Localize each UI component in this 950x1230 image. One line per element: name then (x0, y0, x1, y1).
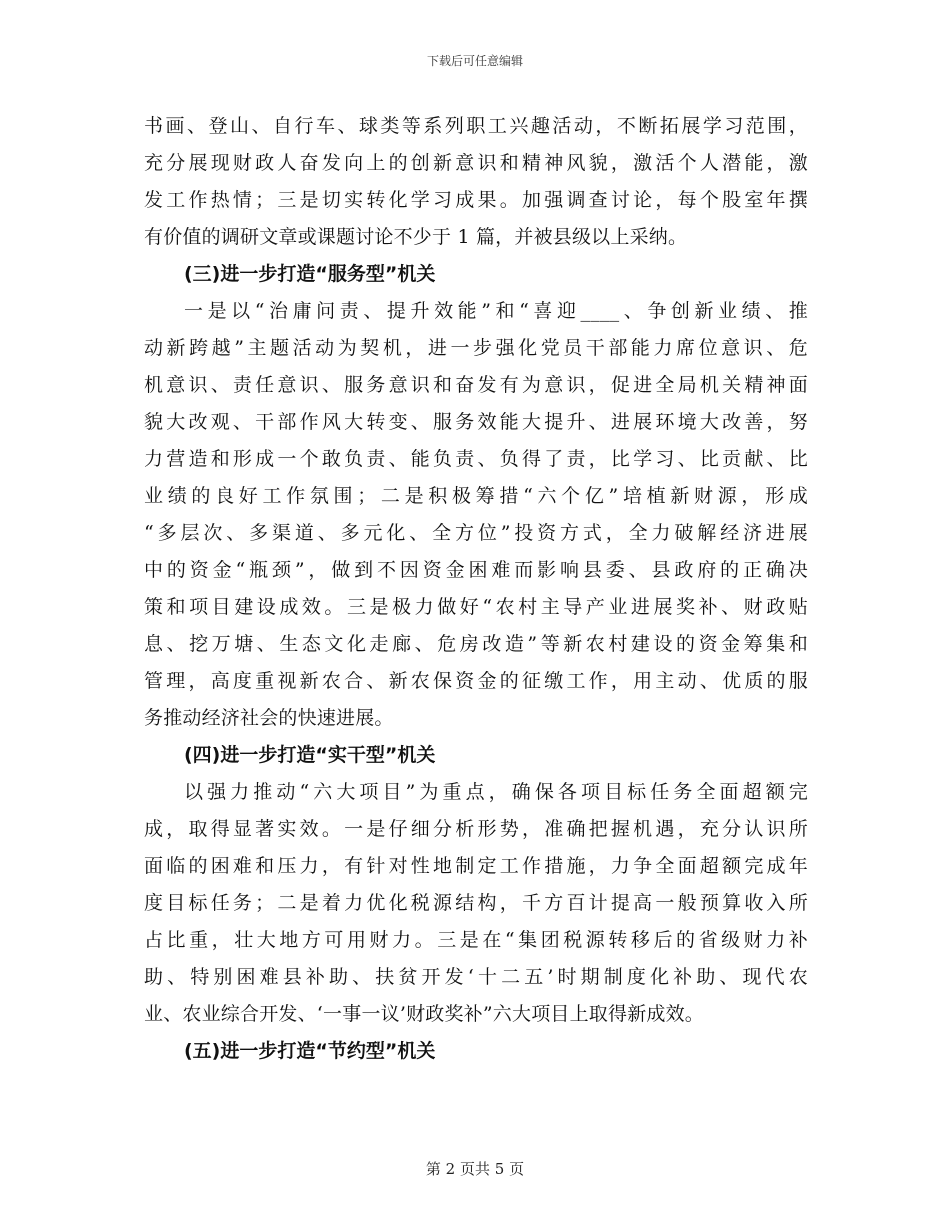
text-line: 中的资金“瓶颈”，做到不因资金困难而影响县委、县政府的正确决 (144, 559, 808, 581)
text-line: 书画、登山、自行车、球类等系列职工兴趣活动，不断拓展学习范围， (144, 115, 808, 137)
text-line: 业、农业综合开发、‘一事一议’财政奖补”六大项目上取得新成效。 (144, 1003, 704, 1025)
text-line: 成，取得显著实效。一是仔细分析形势，准确把握机遇，充分认识所 (144, 818, 808, 840)
text-line: 息、挖万塘、生态文化走廊、危房改造”等新农村建设的资金筹集和 (144, 633, 808, 655)
paragraph-practical (144, 774, 808, 1033)
section-heading-practical: (四)进一步打造“实干型”机关 (184, 744, 436, 766)
section-heading-service: (三)进一步打造“服务型”机关 (184, 263, 436, 285)
text-line: 力营造和形成一个敢负责、能负责、负得了责，比学习、比贡献、比 (144, 448, 808, 470)
text-line: 以强力推动“六大项目”为重点，确保各项目标任务全面超额完 (184, 781, 808, 803)
text-line: “多层次、多渠道、多元化、全方位”投资方式，全力破解经济进展 (144, 522, 808, 544)
paragraph-study (144, 108, 808, 256)
section-heading-frugal: (五)进一步打造“节约型”机关 (184, 1040, 436, 1062)
text-line: 面临的困难和压力，有针对性地制定工作措施，力争全面超额完成年 (144, 855, 808, 877)
text-line: 机意识、责任意识、服务意识和奋发有为意识，促进全局机关精神面 (144, 374, 808, 396)
text-line: 发工作热情；三是切实转化学习成果。加强调查讨论，每个股室年撰 (144, 189, 808, 211)
text-line: 占比重，壮大地方可用财力。三是在“集团税源转移后的省级财力补 (144, 929, 808, 951)
text-line: 动新跨越”主题活动为契机，进一步强化党员干部能力席位意识、危 (144, 337, 808, 359)
text-line: 有价值的调研文章或课题讨论不少于 1 篇，并被县级以上采纳。 (144, 226, 688, 248)
text-line: 策和项目建设成效。三是极力做好“农村主导产业进展奖补、财政贴 (144, 596, 808, 618)
paragraph-service (144, 293, 808, 737)
text-line: 貌大改观、干部作风大转变、服务效能大提升、进展环境大改善，努 (144, 411, 808, 433)
text-line: 助、特别困难县补助、扶贫开发‘十二五’时期制度化补助、现代农 (144, 966, 808, 988)
page-number: 第 2 页共 5 页 (425, 1160, 525, 1178)
text-line: 一是以“治庸问责、提升效能”和“喜迎____、争创新业绩、推 (184, 300, 808, 322)
text-line: 管理，高度重视新农合、新农保资金的征缴工作，用主动、优质的服 (144, 670, 808, 692)
text-line: 业绩的良好工作氛围；二是积极筹措“六个亿”培植新财源，形成 (144, 485, 808, 507)
page-header: 下载后可任意编辑 (426, 54, 523, 68)
document-body (144, 108, 808, 1070)
text-line: 度目标任务；二是着力优化税源结构，千方百计提高一般预算收入所 (144, 892, 808, 914)
text-line: 务推动经济社会的快速进展。 (144, 707, 394, 729)
text-line: 充分展现财政人奋发向上的创新意识和精神风貌，激活个人潜能，激 (144, 152, 808, 174)
